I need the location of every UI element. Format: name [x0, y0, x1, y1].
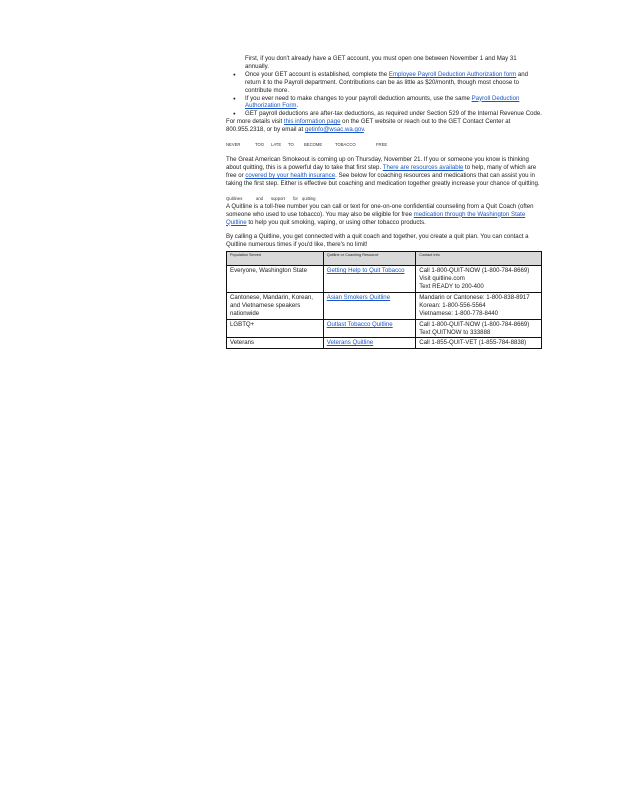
asian-smokers-quitline-link[interactable]: Asian Smokers Quitline — [326, 293, 391, 301]
health-insurance-link[interactable]: covered by your health insurance — [245, 171, 336, 179]
bullet-item — [245, 71, 542, 95]
quitline-table — [226, 251, 542, 349]
bullet-text: . — [296, 102, 299, 110]
wa-quitline-medication-link[interactable]: medication through the Washington State Quitline — [226, 210, 526, 226]
contact-line: Call 1-800-QUIT-NOW (1-800-784-8669) — [419, 267, 530, 275]
contact-line: Korean: 1-800-556-5564 — [419, 301, 486, 309]
email-link[interactable]: getinfo@wsac.wa.gov — [304, 126, 364, 134]
heading-tobacco-free — [226, 141, 542, 149]
smokeout-paragraph — [226, 156, 542, 188]
heading-word: NEVER — [226, 142, 241, 148]
table-header-row — [227, 252, 542, 266]
population-cell: LGBTQ+ — [227, 319, 324, 338]
details-text: . — [363, 126, 366, 134]
heading-word: BECOME — [304, 142, 323, 148]
heading-word: FREE — [376, 142, 388, 148]
table-row — [227, 292, 542, 319]
population-cell: Cantonese, Mandarin, Korean, and Vietnamese speakers nationwide — [227, 292, 324, 319]
contact-cell — [416, 292, 542, 319]
outlast-quitline-link[interactable]: Outlast Tobacco Quitline — [326, 320, 393, 328]
document-page — [226, 55, 542, 349]
heading-word: TO — [288, 142, 294, 148]
resources-link[interactable]: There are resources available — [382, 163, 464, 171]
resource-cell — [323, 319, 415, 338]
contact-cell — [416, 338, 542, 349]
bullet-text: Once your GET account is established, complete the — [245, 70, 389, 78]
bullet-text: GET payroll deductions are after-tax deductions, as required under Section 529 of the Internal Revenue Code. — [245, 110, 542, 118]
payroll-deduction-form-link[interactable]: Payroll Deduction Authorization Form — [245, 94, 520, 110]
smokeout-text: to help, many of which are free or — [226, 163, 537, 179]
population-cell: Everyone, Washington State — [227, 266, 324, 293]
heading-word: TOO — [255, 142, 264, 148]
heading-quitlines — [226, 195, 542, 203]
contact-cell — [416, 319, 542, 338]
table-row — [227, 338, 542, 349]
heading-word: support — [271, 195, 285, 201]
bullet-item — [245, 95, 542, 111]
veterans-quitline-link[interactable]: Veterans Quitline — [326, 339, 374, 347]
header-population: Population Served — [227, 252, 324, 266]
heading-word: for — [293, 195, 298, 201]
table-row — [227, 266, 542, 293]
intro-line: First, if you don't already have a GET account, you must open one between November 1 and May 31 annually. — [245, 55, 517, 70]
bullet-text: and return it to the Payroll department. Contributions can be as little as $20/month, though most choose to contribute more. — [245, 70, 529, 94]
resource-cell — [323, 338, 415, 349]
header-resource: Quitline or Coaching Resource — [323, 252, 415, 266]
smokeout-text: . See below for coaching resources and medications that can assist you in taking the first step. Either is effective but coaching and medication together greatly increase your chance of quitting. — [226, 171, 540, 187]
get-bullet-list — [226, 71, 542, 118]
contact-cell — [416, 266, 542, 293]
contact-line: Call 1-800-QUIT-NOW (1-800-784-8669) — [419, 320, 530, 328]
smokeout-text: The Great American Smokeout is coming up on Thursday, November 21. If you or someone you know is thinking about quitting, this is a powerful day to take that first step. — [226, 156, 529, 171]
contact-line: Mandarin or Cantonese: 1-800-838-8917 — [419, 293, 530, 301]
details-text: on the GET website or reach out to the GET Contact Center at 800.955.2318, or by email at — [226, 118, 511, 134]
contact-line: Vietnamese: 1-800-778-8440 — [419, 309, 499, 317]
getting-help-link[interactable]: Getting Help to Quit Tobacco — [326, 267, 405, 275]
quitline-text: to help you quit smoking, vaping, or using other tobacco products. — [246, 218, 426, 226]
resource-cell — [323, 266, 415, 293]
contact-line: Text QUITNOW to 333888 — [419, 328, 491, 336]
details-text: For more details visit — [226, 118, 284, 126]
header-contact: Contact Info — [416, 252, 542, 266]
contact-line: Call 1-855-QUIT-VET (1-855-784-8838) — [419, 339, 527, 347]
quitline-text: A Quitline is a toll-free number you can call or text for one-on-one confidential counseling from a Quit Coach (often someone who used to use tobacco). You may also be eligible for free — [226, 202, 534, 218]
bullet-item — [245, 110, 542, 118]
info-page-link[interactable]: this information page — [283, 118, 341, 126]
table-row — [227, 319, 542, 338]
heading-word: quitting — [302, 195, 316, 201]
details-paragraph — [226, 118, 542, 134]
heading-word: TOBACCO — [335, 142, 356, 148]
contact-line: Text READY to 200-400 — [419, 283, 484, 291]
contact-line: Visit quitline.com — [419, 275, 465, 283]
employee-payroll-form-link[interactable]: Employee Payroll Deduction Authorization form — [388, 70, 517, 78]
bullet-text: If you ever need to make changes to your payroll deduction amounts, use the same — [245, 94, 472, 102]
heading-word: LATE — [271, 142, 282, 148]
resource-cell — [323, 292, 415, 319]
quitline-paragraph — [226, 203, 542, 227]
population-cell: Veterans — [227, 338, 324, 349]
heading-word: Quitlines — [226, 195, 243, 201]
heading-word: and — [256, 195, 263, 201]
calling-paragraph: By calling a Quitline, you get connected with a quit coach and together, you create a quit plan. You can contact a Quitline numerous times if you'd like, there's no limit! — [226, 233, 529, 249]
